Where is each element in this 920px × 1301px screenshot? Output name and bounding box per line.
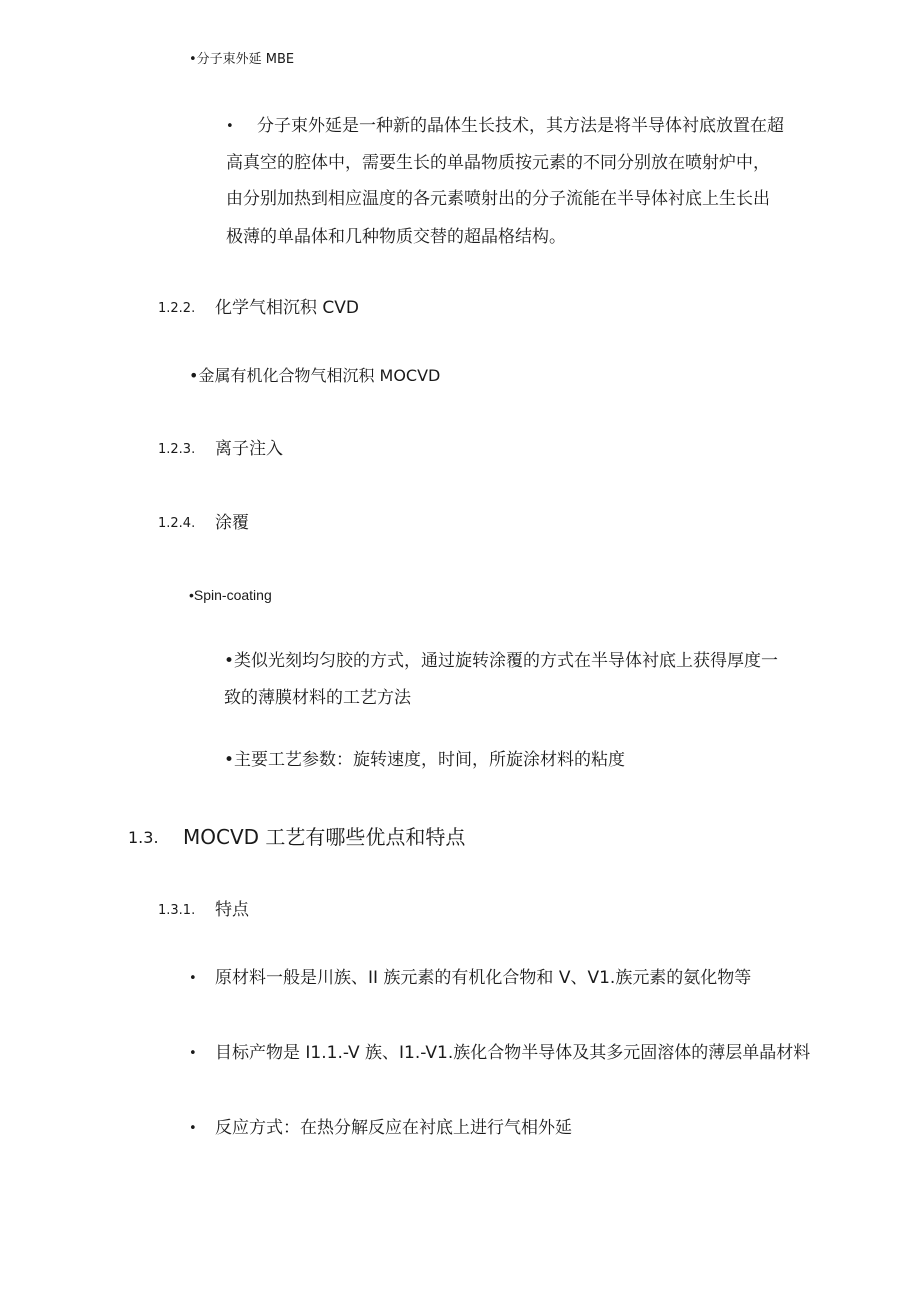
cvd-item-mocvd: •金属有机化合物气相沉积 MOCVD: [189, 366, 441, 385]
feature-bullet-3: •: [189, 1121, 197, 1136]
mbe-para-line-4: 极薄的单晶体和几种物质交替的超晶格结构。: [226, 227, 566, 247]
features-number: 1.3.1.: [158, 903, 196, 918]
cvd-number: 1.2.2.: [158, 301, 196, 316]
feature-item-1: 原材料一般是川族、II 族元素的有机化合物和 V、V1.族元素的氨化物等: [215, 968, 752, 988]
feature-bullet-2: •: [189, 1046, 197, 1061]
coat-title: 涂覆: [215, 513, 249, 533]
coat-params: •主要工艺参数：旋转速度，时间，所旋涂材料的粘度: [224, 750, 626, 770]
mbe-para-bullet: •: [226, 119, 234, 134]
feature-bullet-1: •: [189, 971, 197, 986]
mbe-para-line-1: 分子束外延是一种新的晶体生长技术，其方法是将半导体衬底放置在超: [257, 116, 784, 136]
feature-item-3: 反应方式：在热分解反应在衬底上进行气相外延: [215, 1118, 572, 1138]
coat-desc-line-2: 致的薄膜材料的工艺方法: [224, 688, 411, 708]
ion-number: 1.2.3.: [158, 442, 196, 457]
mbe-para-line-3: 由分别加热到相应温度的各元素喷射出的分子流能在半导体衬底上生长出: [226, 189, 770, 209]
cvd-title: 化学气相沉积 CVD: [215, 298, 359, 318]
mbe-para-line-2: 高真空的腔体中，需要生长的单晶物质按元素的不同分别放在喷射炉中，: [226, 153, 770, 173]
ion-title: 离子注入: [215, 439, 283, 459]
mocvd-title: MOCVD 工艺有哪些优点和特点: [183, 825, 466, 849]
features-title: 特点: [215, 900, 249, 920]
coat-spin-item: •Spin-coating: [189, 587, 272, 603]
coat-number: 1.2.4.: [158, 516, 196, 531]
feature-item-2: 目标产物是 I1.1.-V 族、I1.-V1.族化合物半导体及其多元固溶体的薄层单晶材料: [215, 1043, 811, 1063]
coat-desc-line-1: •类似光刻均匀胶的方式，通过旋转涂覆的方式在半导体衬底上获得厚度一: [224, 651, 779, 671]
mocvd-number: 1.3.: [128, 828, 159, 847]
mbe-heading: •分子束外延 MBE: [189, 52, 295, 67]
